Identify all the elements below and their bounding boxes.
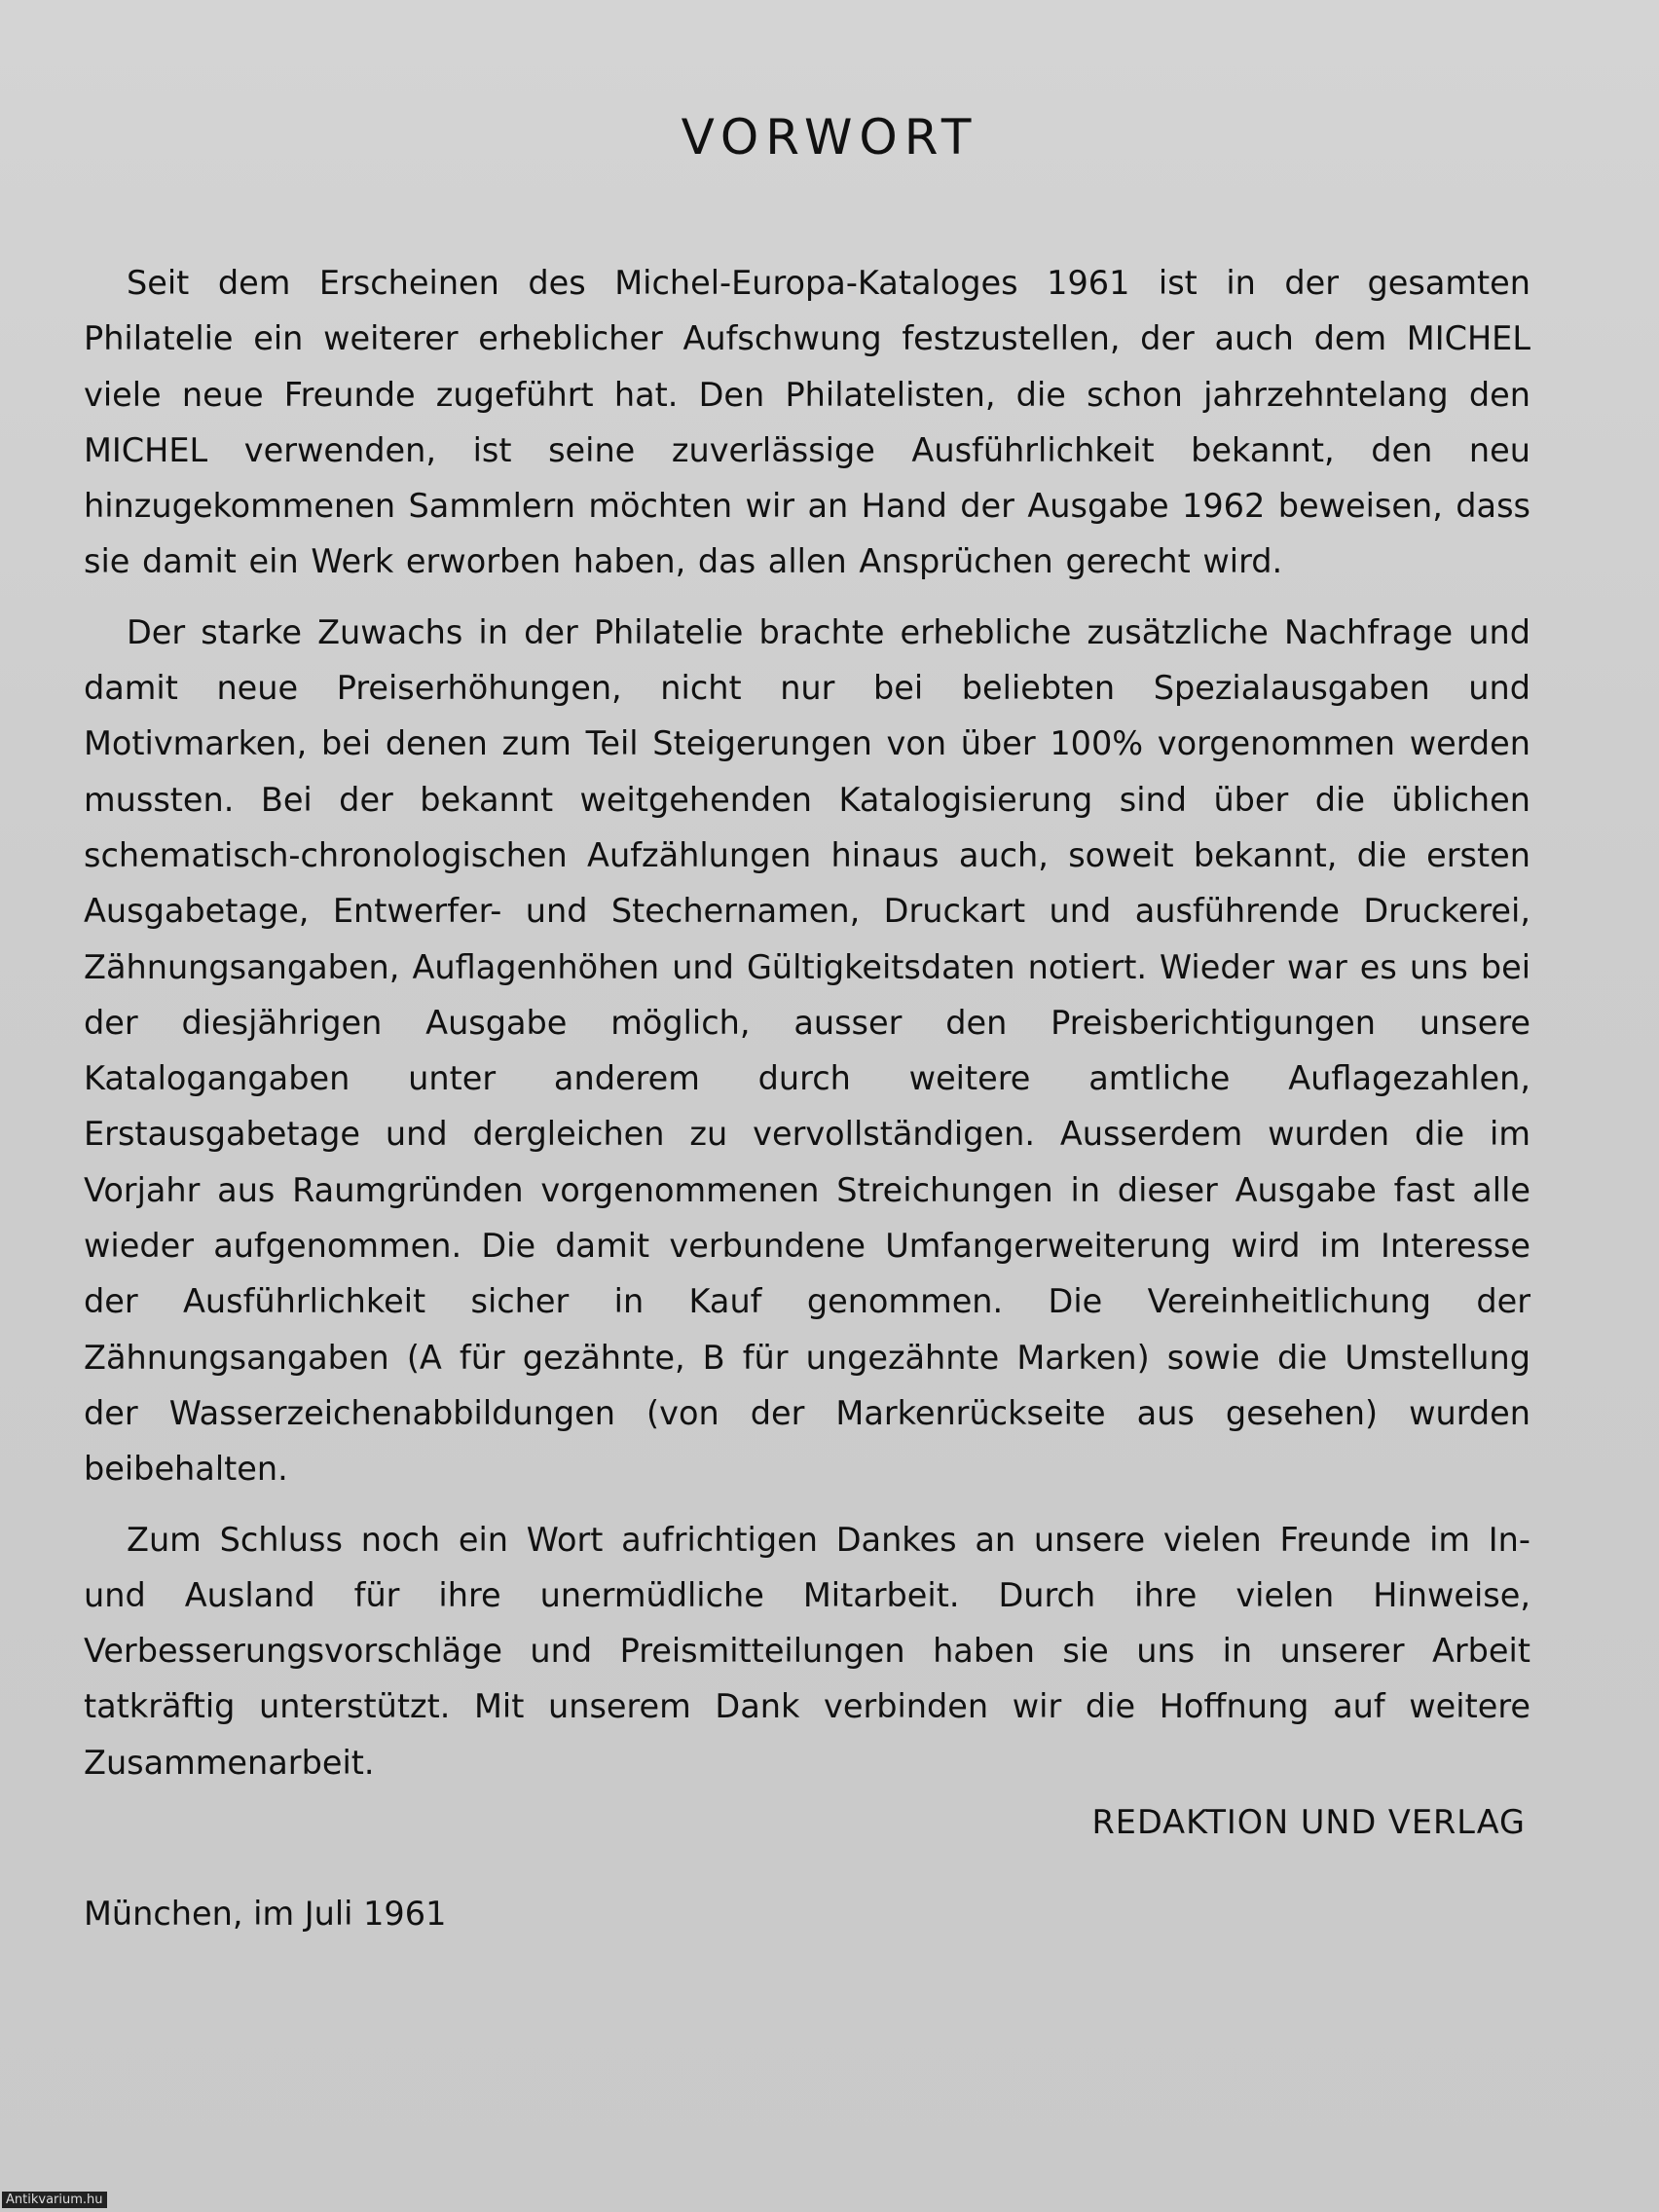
paragraph-thanks: Zum Schluss noch ein Wort aufrichtigen Dankes an unsere vielen Freunde im In- und Ausland für ihre unermüdliche Mitarbeit. Durch ihre vielen Hinweise, Verbesserungsvorschläge und Preismitteilungen haben sie uns in unserer Arbeit tatkräftig unterstützt. Mit unserem Dank verbinden wir die Hoffnung auf weitere Zusammenarbeit. <box>84 1520 1530 1782</box>
signature: REDAKTION UND VERLAG <box>1091 1803 1526 1841</box>
paragraph-intro: Seit dem Erscheinen des Michel-Europa-Kataloges 1961 ist in der gesamten Philatelie ein weiterer erheblicher Aufschwung festzustellen, der auch dem MICHEL viele neue Freunde zugeführt hat. Den Philatelisten, die schon jahrzehntelang den MICHEL verwenden, ist seine zuverlässige Ausführlichkeit bekannt, den neu hinzugekommenen Sammlern möchten wir an Hand der Ausgabe 1962 beweisen, dass sie damit ein Werk erworben haben, das allen Ansprüchen gerecht wird. <box>84 264 1530 581</box>
place-date: München, im Juli 1961 <box>84 1895 447 1933</box>
watermark-logo: Antikvarium.hu <box>2 2192 107 2208</box>
paragraph-main: Der starke Zuwachs in der Philatelie brachte erhebliche zusätzliche Nachfrage und damit neue Preiserhöhungen, nicht nur bei beliebten Spezialausgaben und Motivmarken, bei denen zum Teil Steigerungen von über 100% vorgenommen werden mussten. Bei der bekannt weitgehenden Katalogisierung sind über die üblichen schematisch-chronologischen Aufzählungen hinaus auch, soweit bekannt, die ersten Ausgabetage, Entwerfer- und Stechernamen, Druckart und ausführende Druckerei, Zähnungsangaben, Auflagenhöhen und Gültigkeitsdaten notiert. Wieder war es uns bei der diesjährigen Ausgabe möglich, ausser den Preisberichtigungen unsere Katalogangaben unter anderem durch weitere amtliche Auflagezahlen, Erstausgabetage und dergleichen zu vervollständigen. Ausserdem wurden die im Vorjahr aus Raumgründen vorgenommenen Streichungen in dieser Ausgabe fast alle wieder aufgenommen. Die damit verbundene Umfangerweiterung wird im Interesse der Ausführlichkeit sicher in Kauf genommen. Die Vereinheitlichung der Zähnungsangaben (A für gezähnte, B für ungezähnte Marken) sowie die Umstellung der Wasserzeichenabbildungen (von der Markenrückseite aus gesehen) wurden beibehalten. <box>84 612 1530 1489</box>
page-title: VORWORT <box>681 109 978 166</box>
body-text <box>84 255 1530 1805</box>
